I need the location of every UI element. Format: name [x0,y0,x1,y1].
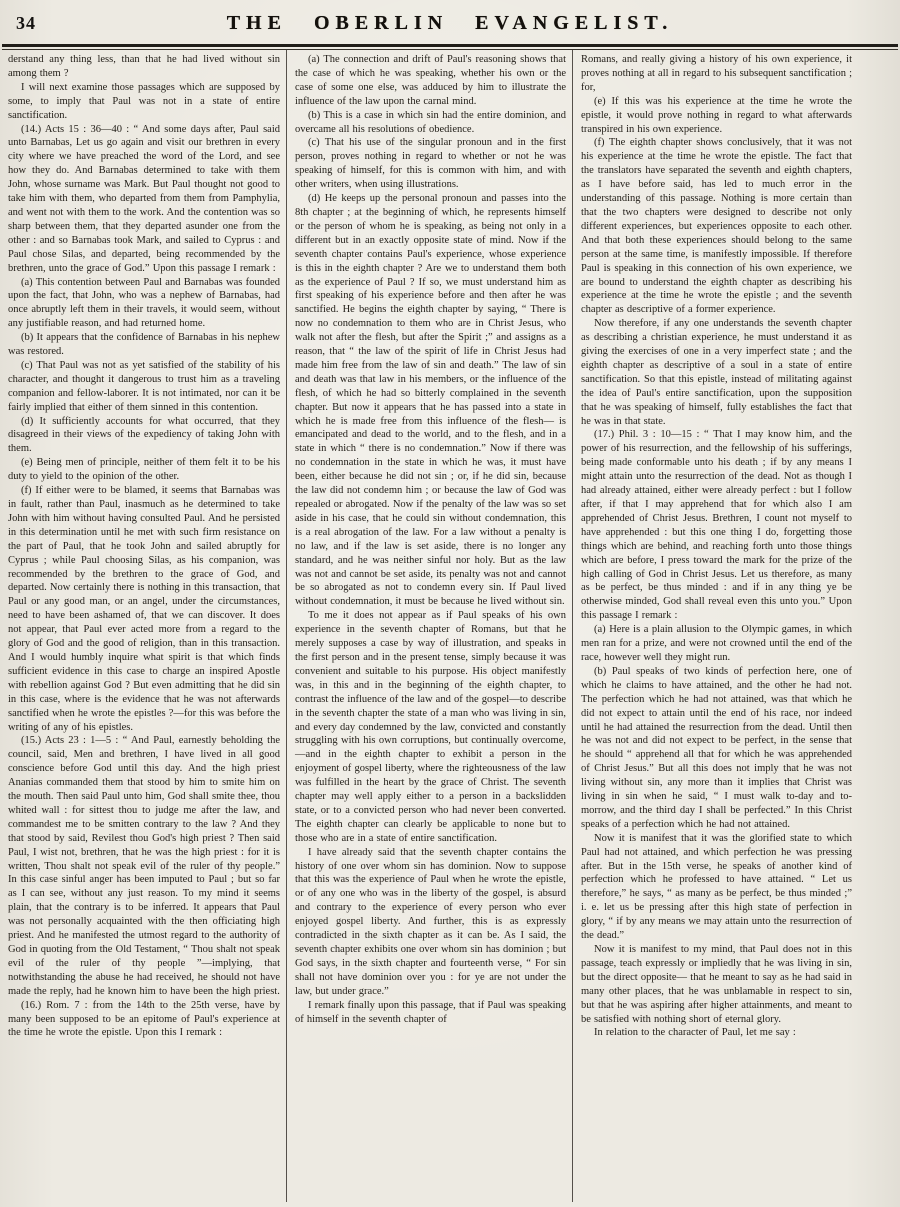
column-3 [572,50,858,1202]
paragraph: (a) The connection and drift of Paul's reasoning shows that the case of which he was speaking, whether his own or the case of some one else, was adduced by him to illustrate the influence of the law upon the carnal mind. [295,54,566,107]
paragraph: (b) Paul speaks of two kinds of perfection here, one of which he claims to have attained, and the other he had not. The perfection which he had not attained, was that which he did not expect to attain until the end of his race, nor indeed until he had attained the resurrection from the dead. Until then he was not and did not expect to be perfect, in the sense that he should “ apprehend all that for which he was apprehended of Christ Jesus.” But all this does not imply that he was not living without sin, any more than it implies that Christ was living in sin when he said, “ I must walk to-day and to-morrow, and the third day I shall be perfected.” In this Christ speaks of a perfection which he had not attained. [581,665,852,830]
paragraph: (b) It appears that the confidence of Barnabas in his nephew was restored. [8,332,280,358]
page-header [0,0,900,44]
paragraph: (a) This contention between Paul and Barnabas was founded upon the fact, that John, who was a nephew of Barnabas, had once abruptly left them in their travels, it would seem, without any justifiable reason, and had returned home. [8,276,280,330]
paragraph: (d) He keeps up the personal pronoun and passes into the 8th chapter ; at the beginning of which, he represents himself or the person of whom he is speaking, as being not only in a different but in an exactly opposite state of mind. Now if the seventh chapter contains Paul's experience, whose experience is this in the eighth chapter ? Are we to understand them both as the experience of Paul ? If so, we must understand him as first speaking of his experience before and then after he was sanctified. He begins the eighth chapter by saying, “ There is now no condemnation to them who are in Christ Jesus, who walk not after the flesh, but after the Spirit ;” and assigns as a reason, that “ the law of the spirit of life in Christ Jesus had made him free from the law of sin and death.” The law of sin and death was that law in his members, or the influence of the flesh, of which he had so bitterly complained in the seventh chapter. But now it appears that he has passed into a state in which he is made free from this influence of the flesh— is emancipated and dead to the world, and to the flesh, and in a state in which “ there is no condemnation.” Now if there was no condemnation in the state in which he was, it must have been, either because he did not sin ; or, if he did sin, because the law did not condemn him ; or because the law of God was repealed or abrogated. Now if the penalty of the law was so set aside in his case, that he could sin without condemnation, this is a real abrogation of the law. For a law without a penalty is no law, and if the law is set aside, there is no longer any standard, and he was neither sinful nor holy. But as the law was not and cannot be set aside, its penalty was not and cannot be so abrogated as not to condemn every sin. If Paul lived without condemnation, it must be because he lived without sin. [295,193,566,608]
paragraph: (d) It sufficiently accounts for what occurred, that they disagreed in their views of the expediency of taking John with them. [8,415,280,455]
paragraph: I remark finally upon this passage, that if Paul was speaking of himself in the seventh chapter of [295,999,566,1025]
paragraph: (c) That his use of the singular pronoun and in the first person, proves nothing in regard to whether or not he was speaking of himself, for this is common with him, and with other writers, when using illustrations. [295,137,566,191]
paragraph: I will next examine those passages which are supposed by some, to imply that Paul was not in a state of entire sanctification. [8,81,280,121]
paragraph: (c) That Paul was not as yet satisfied of the stability of his character, and thought it dangerous to trust him as a traveling companion and fellow-laborer. It is not intimated, nor can it be fairly implied that either of them sinned in this contention. [8,359,280,413]
paragraph: (17.) Phil. 3 : 10—15 : “ That I may know him, and the power of his resurrection, and the fellowship of his sufferings, being made conformable unto his death ; if by any means I might attain unto the resurrection of the dead. Not as though I had already attained, either were already perfect : but I follow after, if that I may apprehend that for which also I am apprehended of Christ Jesus. Brethren, I count not myself to have apprehended : but this one thing I do, forgetting those things which are behind, and reaching forth unto those things which are before, I press toward the mark for the prize of the high calling of God in Christ Jesus. Let us therefore, as many as be perfect, be thus minded : and if in any thing ye be otherwise minded, God shall reveal even this unto you.” Upon this passage I remark : [581,429,852,622]
column-1 [0,50,286,1202]
paragraph: Now it is manifest to my mind, that Paul does not in this passage, teach expressly or impliedly that he was living in sin, but the direct opposite— that he meant to say as he had said in many other places, that he was unblamable in respect to sin, but that he was aspiring after higher attainments, and meant to be satisfied with nothing short of eternal glory. [581,944,852,1025]
paragraph: (b) This is a case in which sin had the entire dominion, and overcame all his resolutions of obedience. [295,109,566,135]
column-2 [286,50,572,1202]
paragraph: derstand any thing less, than that he had lived without sin among them ? [8,54,280,79]
paragraph: Now therefore, if any one understands the seventh chapter as describing a christian experience, he must understand it as giving the exercises of one in a very imperfect state ; and the eighth chapter as descriptive of a soul in a state of entire sanctification. So that this epistle, instead of militating against the idea of Paul's entire sanctification, upon the supposition that he was speaking of himself, fully establishes the fact that he was in that state. [581,318,852,427]
paragraph: (a) Here is a plain allusion to the Olympic games, in which men ran for a prize, and were not crowned until the end of the race, however well they might run. [581,624,852,663]
paragraph: (16.) Rom. 7 : from the 14th to the 25th verse, have by many been supposed to be an epitome of Paul's experience at the time he wrote the epistle. Upon this I remark : [8,999,280,1039]
paragraph: To me it does not appear as if Paul speaks of his own experience in the seventh chapter of Romans, but that he merely supposes a case by way of illustration, and speaks in the first person and in the present tense, simply because it was convenient and suitable to his purpose. His object manifestly was, in this and in the beginning of the eighth chapter, to contrast the influence of the law and of the gospel—to describe in the seventh chapter the state of a man who was living in sin, and every day condemned by the law, convicted and constantly struggling with his own corruptions, but continually overcome,—and in the eighth chapter to exhibit a person in the enjoyment of gospel liberty, where the righteousness of the law was fulfilled in the heart by the grace of Christ. The seventh chapter may well apply either to a person in a backslidden state, or to a convicted person who had never been converted. The eighth chapter can clearly be applicable to none but to those who are in a state of entire sanctification. [295,610,566,844]
paragraph: I have already said that the seventh chapter contains the history of one over whom sin has dominion. Now to suppose that this was the experience of Paul when he wrote the epistle, or of any one who was in the liberty of the gospel, is absurd and contrary to the experience of every person who ever enjoyed gospel liberty. And further, this is as expressly contradicted in the sixth chapter as it can be. As I said, the seventh chapter exhibits one over whom sin has dominion ; but God says, in the sixth chapter and fourteenth verse, “ For sin shall not have dominion over you : for ye are not under the law, but under grace.” [295,846,566,997]
paragraph: (e) If this was his experience at the time he wrote the epistle, it would prove nothing in regard to what afterwards transpired in his own experience. [581,95,852,135]
paragraph: (f) If either were to be blamed, it seems that Barnabas was in fault, rather than Paul, inasmuch as he determined to take John with him without having consulted Paul. And he persisted in this determination until he met with such firm resistance on the part of Paul, that he took John and sailed abruptly for Cyprus ; while Paul choosing Silas, as his companion, was recommended by the brethren to the grace of God, and departed. Now certainly there is nothing in this transaction, that Paul or any good man, or an angel, under the circumstances, need to have been ashamed of, that we can discover. It does not appear, that Paul ever acted more from a regard to the glory of God and the good of religion, than in this transaction. And I would humbly inquire what spirit is that which finds sufficient evidence in this case to charge an inspired Apostle with rebellion against God ? But even admitting that he did sin in this case, where is the evidence that he was not afterwards sanctified when he wrote the epistles ?—for this was before the writing of any of his epistles. [8,485,280,733]
paragraph: In relation to the character of Paul, let me say : [594,1027,796,1039]
paragraph: (e) Being men of principle, neither of them felt it to be his duty to yield to the opinion of the other. [8,457,280,483]
paragraph: (14.) Acts 15 : 36—40 : “ And some days after, Paul said unto Barnabas, Let us go again and visit our brethren in every city where we have preached the word of the Lord, and see how they do. And Barnabas determined to take with them John, whose surname was Mark. But Paul thought not good to take him with them, who departed from them from Pamphylia, and went not with them to the work. And the contention was so sharp between them, that they departed asunder one from the other : and so Barnabas took Mark, and sailed to Cyprus : and Paul chose Silas, and departed, being recommended by the brethren, unto the grace of God.” Upon this passage I remark : [8,123,280,274]
masthead-title: THE OBERLIN EVANGELIST. [226,12,674,34]
page-number: 34 [16,13,36,33]
paragraph: (15.) Acts 23 : 1—5 : “ And Paul, earnestly beholding the council, said, Men and brethren, I have lived in all good conscience before God until this day. And the high priest Ananias commanded them that stood by him to smite him on the mouth. Then said Paul unto him, God shall smite thee, thou whited wall : for sittest thou to judge me after the law, and commandest me to be smitten contrary to the law ? And they that stood by said, Revilest thou God's high priest ? Then said Paul, I wist not, brethren, that he was the high priest : for it is written, Thou shalt not speak evil of the ruler of thy people.” In this case sinful anger has been imputed to Paul ; but so far as I can see, without any just reason. To my mind it seems plain, that the contrary is to be inferred. It appears that Paul was not personally acquainted with the then officiating high priest. And he manifested the utmost regard to the authority of God in quoting from the Old Testament, “ Thou shalt not speak evil of the ruler of thy people ”—implying, that notwithstanding the abuse he had received, he should not have made the reply, had he known him to have been the high priest. [8,735,280,997]
paragraph: Romans, and really giving a history of his own experience, it proves nothing at all in regard to his subsequent sanctification ; for, [581,54,852,93]
columns-container [0,50,900,1202]
paragraph: Now it is manifest that it was the glorified state to which Paul had not attained, and which perfection he was pressing after. But in the 15th verse, he speaks of another kind of perfection which he professed to have attained. “ Let us therefore,” he says, “ as many as be perfect, be thus minded ;” i. e. let us be pressing after this high state of perfection in glory, “ if by any means we may attain unto the resurrection of the dead.” [581,832,852,942]
paragraph: (f) The eighth chapter shows conclusively, that it was not his experience at the time he wrote the epistle. The fact that the translators have separated the seventh and eighth chapters, as I have before said, has led to much error in the understanding of this passage. Nothing is more certain than that the two chapters were designed to describe not only different experiences, but experiences opposite to each other. And that both these experiences should belong to the same person at the same time, is manifestly impossible. If therefore Paul is speaking in this connection of his own experience, we are bound to understand the eighth chapter as describing his experience at the time he wrote the epistle ; and the seventh chapter as descriptive of a former experience. [581,137,852,316]
